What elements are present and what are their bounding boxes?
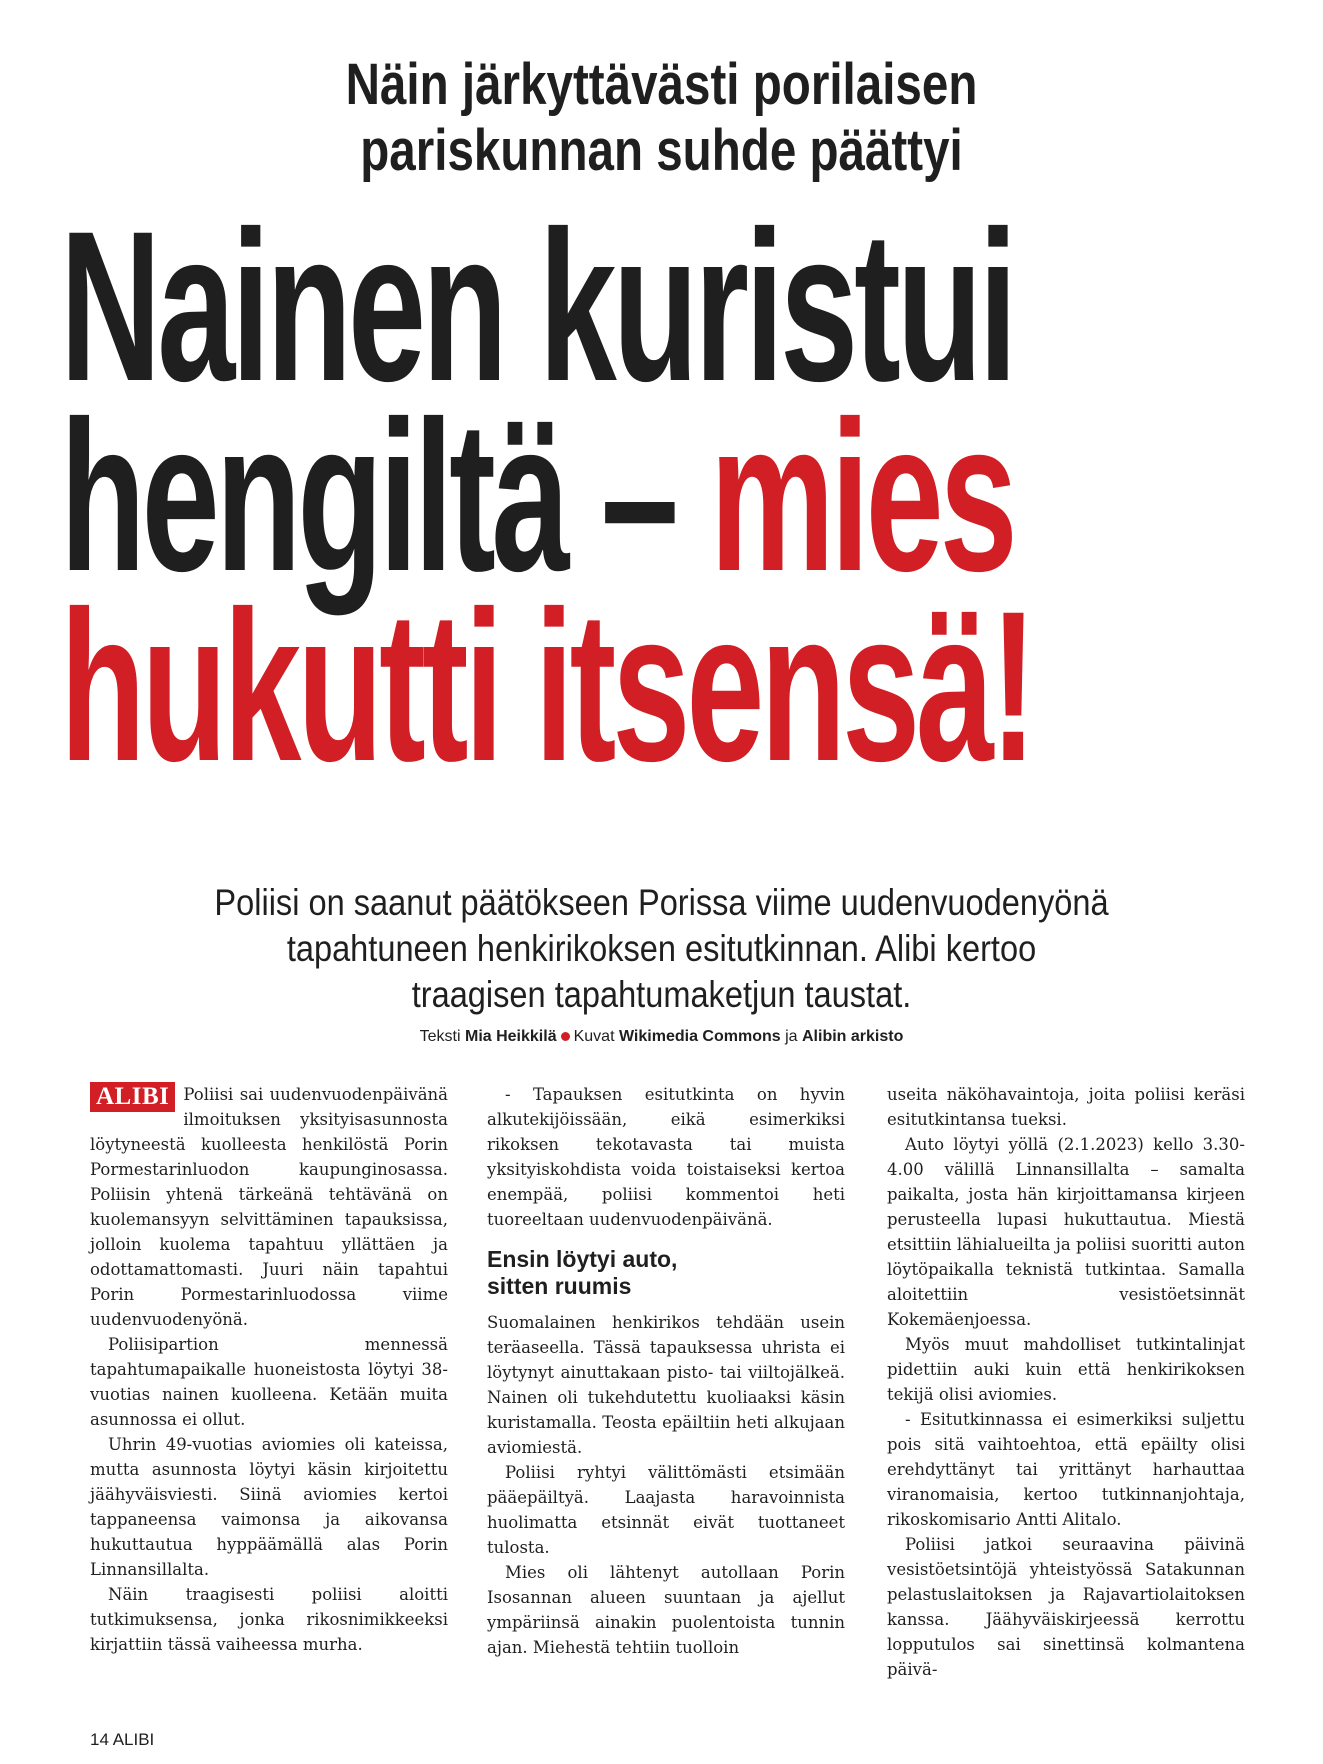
subheading (487, 1246, 845, 1300)
column-2-paragraph-2: Suomalainen henkirikos tehdään usein teräaseella. Tässä tapauksessa uhrista ei löytynyt ainuttakaan pisto- tai viiltojälkeä. Nainen oli tukehdutettu kuoliaaksi käsin kuristamalla. Teosta epäiltiin heti alkujaan aviomiestä. (487, 1313, 845, 1457)
article-column-3 (887, 1082, 1245, 1682)
credits-line (0, 1028, 1323, 1046)
column-3-paragraph-4: - Esitutkinnassa ei esimerkiksi suljettu pois sitä vaihtoehtoa, että epäilty olisi erehdyttänyt tai yrittänyt harhauttaa viranomaisia, kertoo tutkinnanjohtaja, rikoskomisario Antti Alitalo. (887, 1410, 1245, 1529)
subheading-line-1: Ensin löytyi auto, (487, 1246, 678, 1272)
kicker-line-2: pariskunnan suhde päättyi (360, 118, 963, 183)
text-label: Teksti (419, 1028, 461, 1045)
lead-line-1: Poliisi on saanut päätökseen Porissa viime uudenvuodenyönä (214, 882, 1109, 923)
photos-label: Kuvat (573, 1028, 615, 1045)
headline-line-2 (60, 377, 1014, 616)
photo-source-2: Alibin arkisto (802, 1028, 904, 1045)
headline-line-2-dark: hengiltä – (60, 377, 710, 616)
headline-line-1: Nainen kuristui (60, 187, 1014, 426)
headline-line-3: hukutti itsensä! (60, 567, 1033, 806)
alibi-logo: ALIBI (90, 1082, 175, 1112)
column-1-paragraph-1-text: Poliisi sai uudenvuodenpäivänä ilmoituksen yksityisasunnosta löytyneestä kuolleesta henkilöstä Porin Pormestarinluodon kaupunginosassa. Poliisin yhtenä tärkeänä tehtävänä on kuolemansyyn selvittäminen tapauksissa, jolloin kuolema tapahtuu yllättäen ja odottamattomasti. Juuri näin tapahtui Porin Pormestarinluodossa viime uudenvuodenyönä. (90, 1085, 448, 1329)
column-1-paragraph-1 (90, 1082, 448, 1332)
credits-conjunction: ja (785, 1028, 798, 1045)
column-3-paragraph-5: Poliisi jatkoi seuraavina päivinä vesistöetsintöjä yhteistyössä Satakunnan pelastuslaitoksen ja Rajavartiolaitoksen kanssa. Jäähyväiskirjeessä kerrottu lopputulos sai sinettinsä kolmantena päivä- (887, 1535, 1245, 1679)
column-1-paragraph-3: Uhrin 49-vuotias aviomies oli kateissa, mutta asunnosta löytyi käsin kirjoitettu jäähyväisviesti. Siinä aviomies kertoi tappaneensa vaimonsa ja aikovansa hukuttautua hyppäämällä alas Porin Linnansillalta. (90, 1435, 448, 1579)
subheading-line-2: sitten ruumis (487, 1273, 632, 1299)
bullet-dot-icon (561, 1032, 570, 1041)
headline (60, 187, 1033, 806)
column-1-paragraph-2: Poliisipartion mennessä tapahtumapaikalle huoneistosta löytyi 38-vuotias nainen kuolleena. Ketään muita asunnossa ei ollut. (90, 1335, 448, 1429)
column-3-paragraph-3: Myös muut mahdolliset tutkintalinjat pidettiin auki kuin että henkirikoksen tekijä olisi aviomies. (887, 1335, 1245, 1404)
column-3-paragraph-2: Auto löytyi yöllä (2.1.2023) kello 3.30-4.00 välillä Linnansillalta – samalta paikalta, josta hän kirjoittamansa kirjeen perusteella lupasi hukuttautua. Miestä etsittiin lähialueilta ja poliisi suoritti auton löytöpaikalla teknistä tutkintaa. Samalla aloitettiin vesistöetsinnät Kokemäenjoessa. (887, 1135, 1245, 1329)
kicker-line-1: Näin järkyttävästi porilaisen (345, 52, 978, 117)
author-name: Mia Heikkilä (464, 1028, 557, 1045)
lead-line-2: tapahtuneen henkirikoksen esitutkinnan. Alibi kertoo (286, 928, 1037, 969)
column-2-paragraph-4: Mies oli lähtenyt autollaan Porin Isosannan alueen suuntaan ja ajellut ympäriinsä ainakin puolentoista tunnin ajan. Miehestä tehtiin tuolloin (487, 1563, 845, 1657)
column-1-paragraph-4: Näin traagisesti poliisi aloitti tutkimuksensa, jonka rikosnimikkeeksi kirjattiin tässä vaiheessa murha. (90, 1585, 448, 1654)
kicker (119, 52, 1204, 184)
page-folio: 14 ALIBI (90, 1730, 155, 1749)
lead-paragraph (79, 880, 1243, 1018)
column-3-paragraph-1: useita näköhavaintoja, joita poliisi keräsi esitutkintansa tueksi. (887, 1085, 1245, 1129)
article-column-1 (90, 1082, 448, 1657)
article-column-2 (487, 1082, 845, 1660)
lead-line-3: traagisen tapahtumaketjun taustat. (411, 974, 912, 1015)
photo-source-1: Wikimedia Commons (618, 1028, 781, 1045)
column-2-paragraph-1: - Tapauksen esitutkinta on hyvin alkutekijöissään, eikä esimerkiksi rikoksen tekotavasta tai muista yksityiskohdista voida toistaiseksi kertoa enempää, poliisi kommentoi heti tuoreeltaan uudenvuodenpäivänä. (487, 1085, 845, 1229)
column-2-paragraph-3: Poliisi ryhtyi välittömästi etsimään pääepäiltyä. Laajasta haravoinnista huolimatta etsinnät eivät tuottaneet tulosta. (487, 1463, 845, 1557)
headline-line-2-red: mies (709, 377, 1014, 616)
